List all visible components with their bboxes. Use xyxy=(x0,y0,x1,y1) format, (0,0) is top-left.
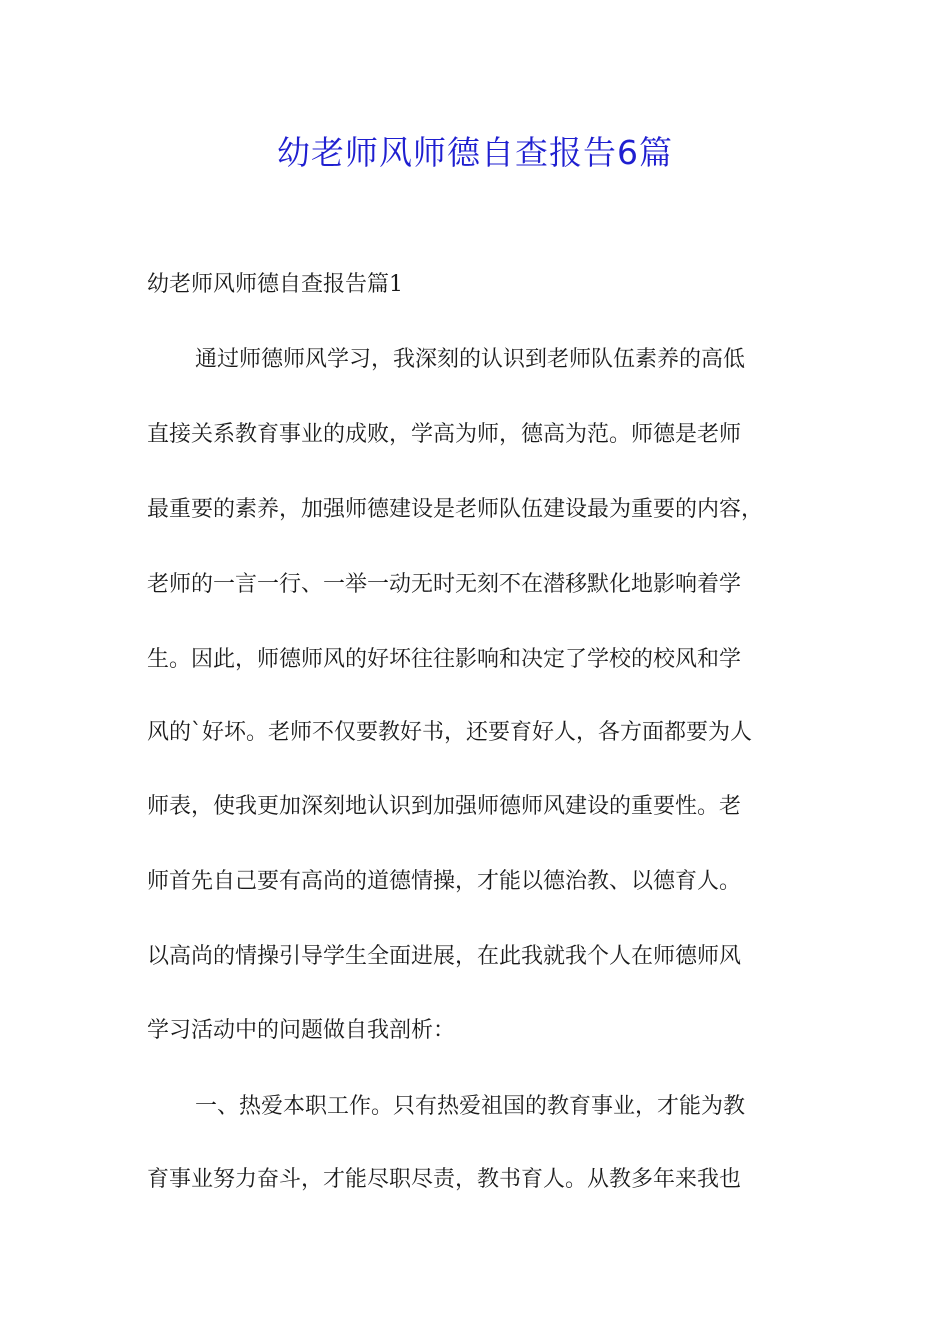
document-title: 幼老师风师德自查报告6篇 xyxy=(277,133,673,172)
paragraph-line: 学习活动中的问题做自我剖析： xyxy=(147,1018,456,1043)
section-heading: 幼老师风师德自查报告篇1 xyxy=(147,272,403,297)
paragraph-line: 直接关系教育事业的成败，学高为师，德高为范。师德是老师 xyxy=(147,422,742,447)
paragraph-line: 一、热爱本职工作。只有热爱祖国的教育事业，才能为教 xyxy=(195,1094,746,1119)
paragraph-line: 风的`好坏。老师不仅要教好书，还要育好人，各方面都要为人 xyxy=(147,720,753,745)
paragraph-line: 以高尚的情操引导学生全面进展，在此我就我个人在师德师风 xyxy=(147,944,742,969)
paragraph-line: 师首先自己要有高尚的道德情操，才能以德治教、以德育人。 xyxy=(147,869,742,894)
paragraph-line: 最重要的素养，加强师德建设是老师队伍建设最为重要的内容， xyxy=(147,497,764,522)
paragraph-line: 师表，使我更加深刻地认识到加强师德师风建设的重要性。老 xyxy=(147,794,742,819)
paragraph-line: 通过师德师风学习，我深刻的认识到老师队伍素养的高低 xyxy=(195,347,746,372)
paragraph-line: 老师的一言一行、一举一动无时无刻不在潜移默化地影响着学 xyxy=(147,572,742,597)
paragraph-line: 生。因此，师德师风的好坏往往影响和决定了学校的校风和学 xyxy=(147,647,742,672)
paragraph-line: 育事业努力奋斗，才能尽职尽责，教书育人。从教多年来我也 xyxy=(147,1167,742,1192)
